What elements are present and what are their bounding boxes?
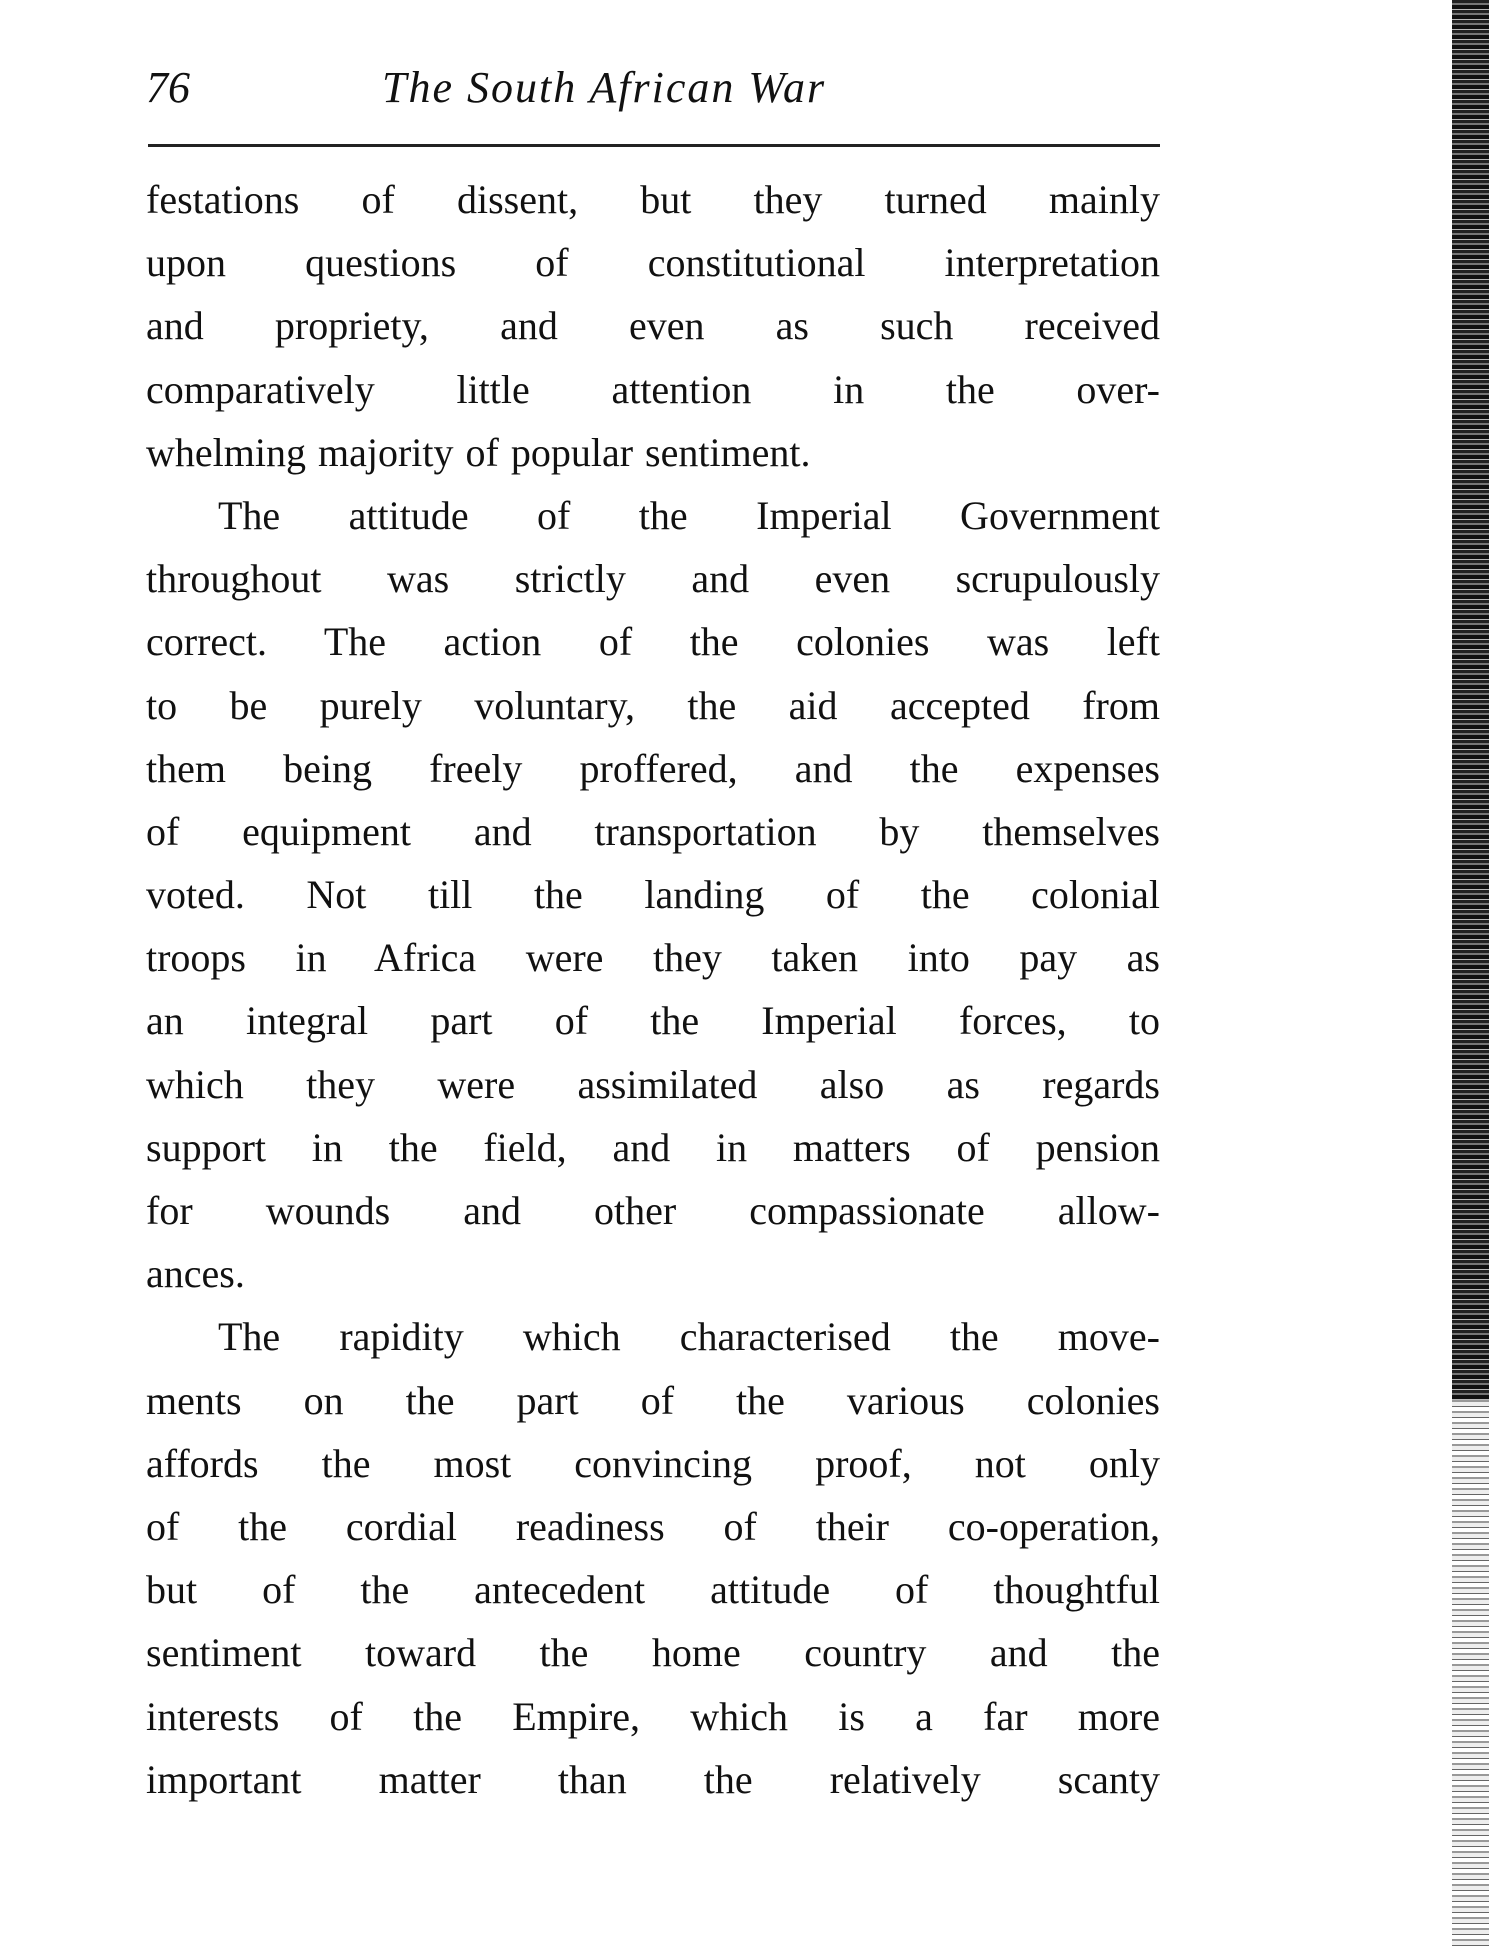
text-line: The rapidity which characterised the move- xyxy=(218,1314,1160,1360)
text-line: ments on the part of the various colonies xyxy=(146,1377,1160,1423)
text-line: sentiment toward the home country and the xyxy=(146,1630,1160,1676)
text-line: support in the field, and in matters of pension xyxy=(146,1124,1160,1170)
text-line: an integral part of the Imperial forces, to xyxy=(146,998,1160,1044)
running-title: The South African War xyxy=(382,63,827,112)
header-rule xyxy=(148,144,1160,147)
text-line: troops in Africa were they taken into pay as xyxy=(146,935,1160,981)
text-line: upon questions of constitutional interpretation xyxy=(146,240,1160,286)
text-line: voted. Not till the landing of the colonial xyxy=(146,872,1160,918)
page-edge-shadow-faded xyxy=(1452,1400,1489,1947)
text-line: of equipment and transportation by themselves xyxy=(146,808,1160,854)
body-text xyxy=(146,168,1160,1811)
text-line: throughout was strictly and even scrupulously xyxy=(146,556,1160,602)
text-line: and propriety, and even as such received xyxy=(146,303,1160,349)
text-line: for wounds and other compassionate allow- xyxy=(146,1188,1160,1233)
text-line: comparatively little attention in the over- xyxy=(146,366,1160,412)
text-line: interests of the Empire, which is a far more xyxy=(146,1693,1160,1739)
text-line: affords the most convincing proof, not only xyxy=(146,1440,1160,1486)
running-header xyxy=(146,62,1160,122)
text-line: to be purely voluntary, the aid accepted from xyxy=(146,682,1160,728)
text-line: important matter than the relatively scanty xyxy=(146,1756,1160,1802)
page-number: 76 xyxy=(146,63,190,112)
text-line: but of the antecedent attitude of thoughtful xyxy=(146,1567,1160,1613)
text-line: festations of dissent, but they turned mainly xyxy=(146,177,1160,222)
text-line: them being freely proffered, and the expenses xyxy=(146,745,1160,791)
text-line: correct. The action of the colonies was left xyxy=(146,619,1160,665)
text-line: which they were assimilated also as regards xyxy=(146,1061,1160,1107)
text-line: whelming majority of popular sentiment. xyxy=(146,429,811,475)
text-line: of the cordial readiness of their co-operation, xyxy=(146,1503,1160,1549)
text-line: The attitude of the Imperial Government xyxy=(218,492,1160,538)
text-line: ances. xyxy=(146,1251,245,1297)
